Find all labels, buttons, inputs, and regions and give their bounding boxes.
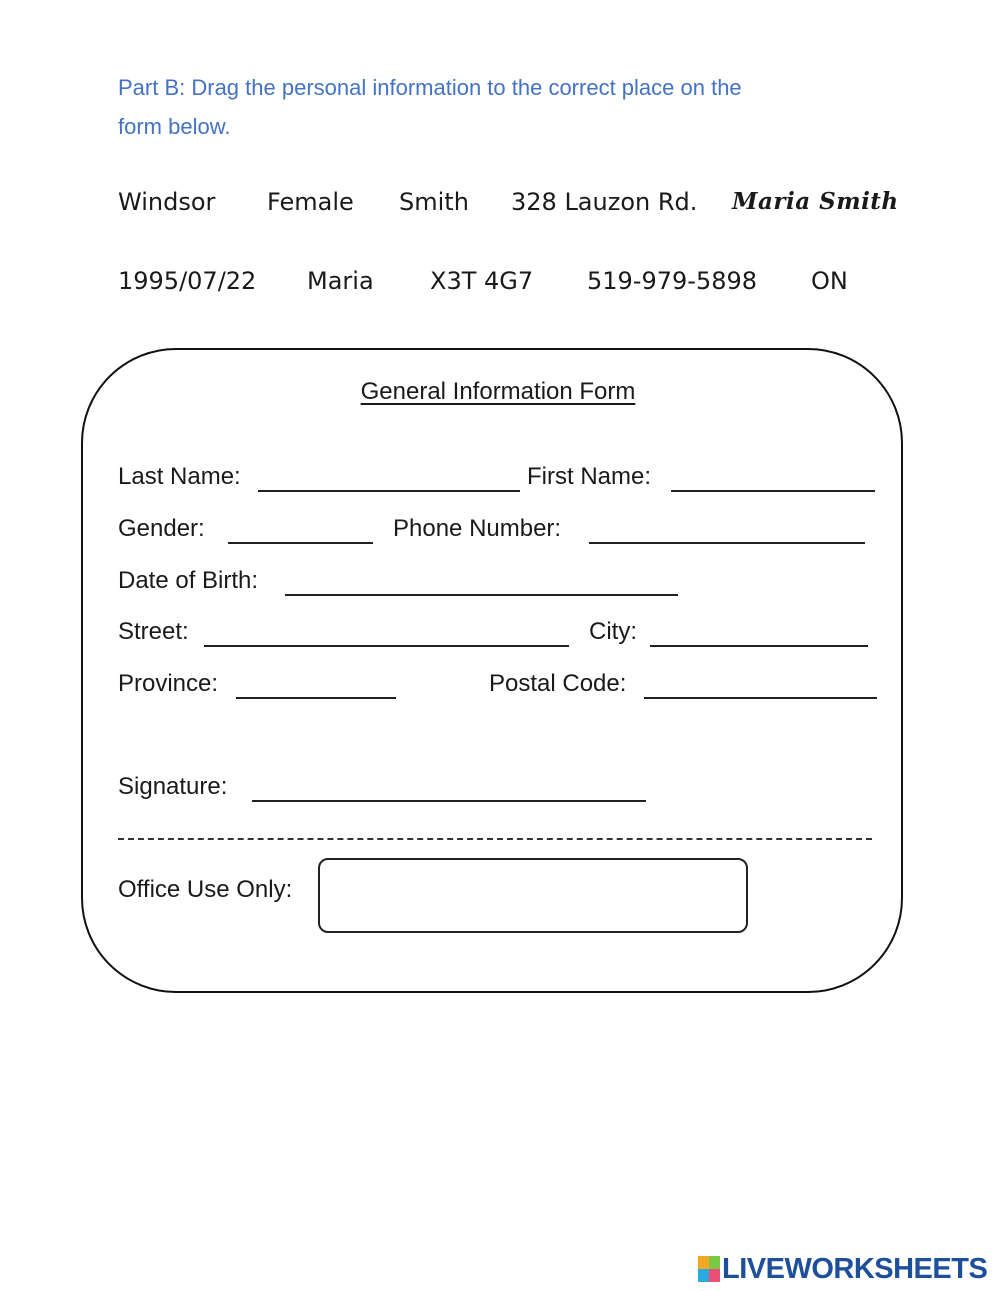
liveworksheets-logo — [698, 1253, 987, 1285]
instructions — [118, 68, 838, 146]
word-maria[interactable]: Maria — [307, 267, 374, 295]
date-of-birth-label: Date of Birth: — [118, 567, 259, 594]
gender-drop-zone[interactable] — [228, 514, 373, 544]
date-of-birth-drop-zone[interactable] — [285, 566, 678, 596]
liveworksheets-logo-text: LIVEWORKSHEETS — [722, 1252, 988, 1285]
instructions-line-2: form below. — [118, 114, 231, 139]
phone-number-label: Phone Number: — [393, 515, 562, 542]
postal-code-label: Postal Code: — [489, 670, 627, 697]
word-phone-number[interactable]: 519-979-5898 — [587, 267, 758, 295]
phone-number-drop-zone[interactable] — [589, 514, 865, 544]
instructions-line-1: Part B: Drag the personal information to the correct place on the — [118, 75, 742, 100]
signature-drop-zone[interactable] — [252, 772, 646, 802]
office-use-only-label: Office Use Only: — [118, 876, 293, 903]
last-name-label: Last Name: — [118, 463, 241, 490]
word-street-address[interactable]: 328 Lauzon Rd. — [511, 188, 698, 216]
first-name-drop-zone[interactable] — [671, 462, 875, 492]
word-province[interactable]: ON — [811, 267, 848, 295]
word-postal-code[interactable]: X3T 4G7 — [430, 267, 534, 295]
word-date-of-birth[interactable]: 1995/07/22 — [118, 267, 257, 295]
office-use-box — [318, 858, 748, 933]
province-label: Province: — [118, 670, 219, 697]
street-drop-zone[interactable] — [204, 617, 569, 647]
form-title: General Information Form — [360, 378, 636, 405]
first-name-label: First Name: — [527, 463, 652, 490]
city-drop-zone[interactable] — [650, 617, 868, 647]
word-female[interactable]: Female — [267, 188, 354, 216]
last-name-drop-zone[interactable] — [258, 462, 520, 492]
postal-code-drop-zone[interactable] — [644, 669, 877, 699]
word-signature[interactable]: Maria Smith — [732, 188, 899, 215]
word-smith[interactable]: Smith — [399, 188, 469, 216]
dashed-divider — [118, 838, 872, 840]
liveworksheets-logo-icon — [698, 1256, 720, 1282]
city-label: City: — [589, 618, 637, 645]
street-label: Street: — [118, 618, 189, 645]
signature-label: Signature: — [118, 773, 228, 800]
word-windsor[interactable]: Windsor — [118, 188, 216, 216]
province-drop-zone[interactable] — [236, 669, 396, 699]
gender-label: Gender: — [118, 515, 205, 542]
